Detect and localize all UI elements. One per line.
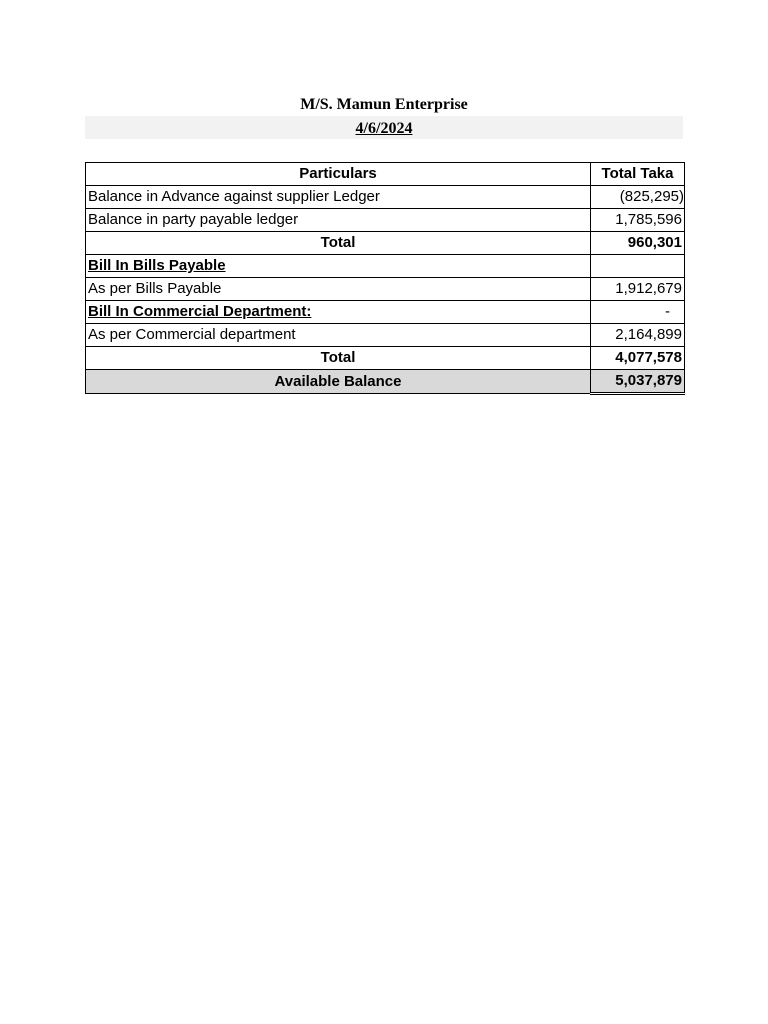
row-label: Balance in party payable ledger: [86, 209, 591, 232]
date-band: [85, 116, 683, 139]
column-header-total-taka: Total Taka: [591, 163, 685, 186]
table-row: [86, 209, 685, 232]
section-heading: Bill In Commercial Department:: [86, 301, 591, 324]
table-header-row: [86, 163, 685, 186]
balance-table: [85, 162, 685, 395]
row-label: Total: [86, 347, 591, 370]
report-date: 4/6/2024: [355, 120, 413, 137]
row-label: Total: [86, 232, 591, 255]
row-amount: 960,301: [591, 232, 685, 255]
section-heading-row: [86, 255, 685, 278]
subtotal-row: [86, 232, 685, 255]
column-header-particulars: Particulars: [86, 163, 591, 186]
subtotal-row: [86, 347, 685, 370]
section-heading-row: [86, 301, 685, 324]
row-amount: 4,077,578: [591, 347, 685, 370]
row-amount: 1,785,596: [591, 209, 685, 232]
company-title: M/S. Mamun Enterprise: [300, 96, 468, 113]
row-label: As per Bills Payable: [86, 278, 591, 301]
table-row: [86, 186, 685, 209]
section-heading: Bill In Bills Payable: [86, 255, 591, 278]
row-label: As per Commercial department: [86, 324, 591, 347]
table-row: [86, 324, 685, 347]
row-amount: -: [591, 301, 685, 324]
row-amount: 5,037,879: [591, 370, 685, 394]
row-amount: (825,295): [591, 186, 685, 209]
row-amount: [591, 255, 685, 278]
row-amount: 1,912,679: [591, 278, 685, 301]
row-label: Available Balance: [86, 370, 591, 394]
available-balance-row: [86, 370, 685, 394]
table-row: [86, 278, 685, 301]
row-amount: 2,164,899: [591, 324, 685, 347]
row-label: Balance in Advance against supplier Ledger: [86, 186, 591, 209]
